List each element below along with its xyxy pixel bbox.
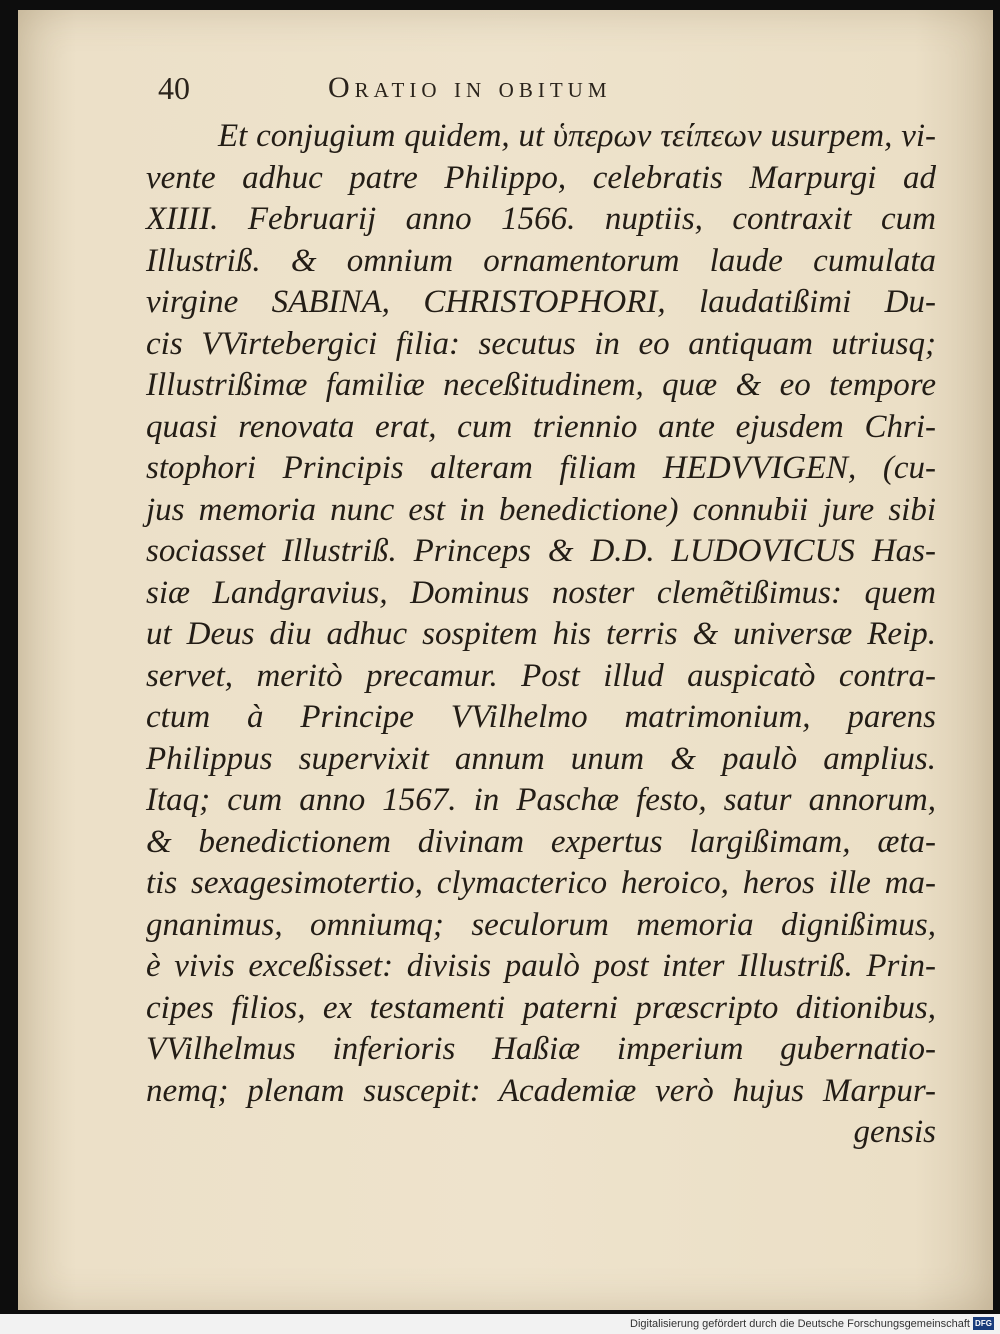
text-line: Illustrißimæ familiæ neceßitudinem, quæ & eo tempore [146, 367, 936, 403]
text-line: & benedictionem divinam expertus largißimam, æta- [146, 823, 936, 860]
text-line: nemq; plenam suscepit: Academiæ verò hujus Marpur- [146, 1072, 936, 1109]
body-text [146, 116, 936, 1154]
dfg-logo-icon: DFG [973, 1317, 994, 1330]
text-line: virgine SABINA, CHRISTOPHORI, laudatißimi Du- [146, 284, 936, 320]
text-line: gnanimus, omniumq; seculorum memoria dignißimus, [146, 906, 936, 943]
text-line: VVilhelmus inferioris Haßiæ imperium gubernatio- [146, 1031, 936, 1067]
page-header [158, 66, 918, 110]
book-page [18, 10, 993, 1310]
funding-credit: Digitalisierung gefördert durch die Deutsche Forschungsgemeinschaft [630, 1318, 970, 1330]
text-line: tis sexagesimotertio, clymacterico heroico, heros ille ma- [146, 865, 936, 901]
text-line: Illustriß. & omnium ornamentorum laude cumulata [146, 242, 936, 279]
text-line: Philippus supervixit annum unum & paulò amplius. [146, 740, 936, 777]
text-line: è vivis exceßisset: divisis paulò post inter Illustriß. Prin- [146, 948, 936, 984]
text-line: quasi renovata erat, cum triennio ante ejusdem Chri- [146, 408, 936, 445]
text-line: siæ Landgravius, Dominus noster clemẽtißimus: quem [146, 574, 936, 611]
text-line: servet, meritò precamur. Post illud auspicatò contra- [146, 657, 936, 694]
text-line: stophori Principis alteram filiam HEDVVIGEN, (cu- [146, 450, 936, 486]
running-title: Oratio in obitum [328, 71, 612, 104]
text-line: cipes filios, ex testamenti paterni præscripto ditionibus, [146, 989, 936, 1026]
text-line: Itaq; cum anno 1567. in Paschæ festo, satur annorum, [146, 782, 936, 818]
text-line: XIIII. Februarij anno 1566. nuptiis, contraxit cum [146, 201, 936, 237]
catchword: gensis [853, 1114, 936, 1150]
text-line: sociasset Illustriß. Princeps & D.D. LUDOVICUS Has- [146, 533, 936, 569]
text-line: ctum à Principe VVilhelmo matrimonium, parens [146, 699, 936, 735]
text-line: vente adhuc patre Philippo, celebratis Marpurgi ad [146, 159, 936, 196]
text-line: ut Deus diu adhuc sospitem his terris & universæ Reip. [146, 616, 936, 652]
text-line: jus memoria nunc est in benedictione) connubii jure sibi [146, 491, 936, 528]
text-line: cis VVirtebergici filia: secutus in eo antiquam utriusq; [146, 325, 936, 362]
text-line: Et conjugium quidem, ut ὑπερων τείπεων usurpem, vi- [218, 118, 936, 154]
page-number: 40 [158, 70, 190, 106]
digitization-footer [0, 1314, 1000, 1334]
